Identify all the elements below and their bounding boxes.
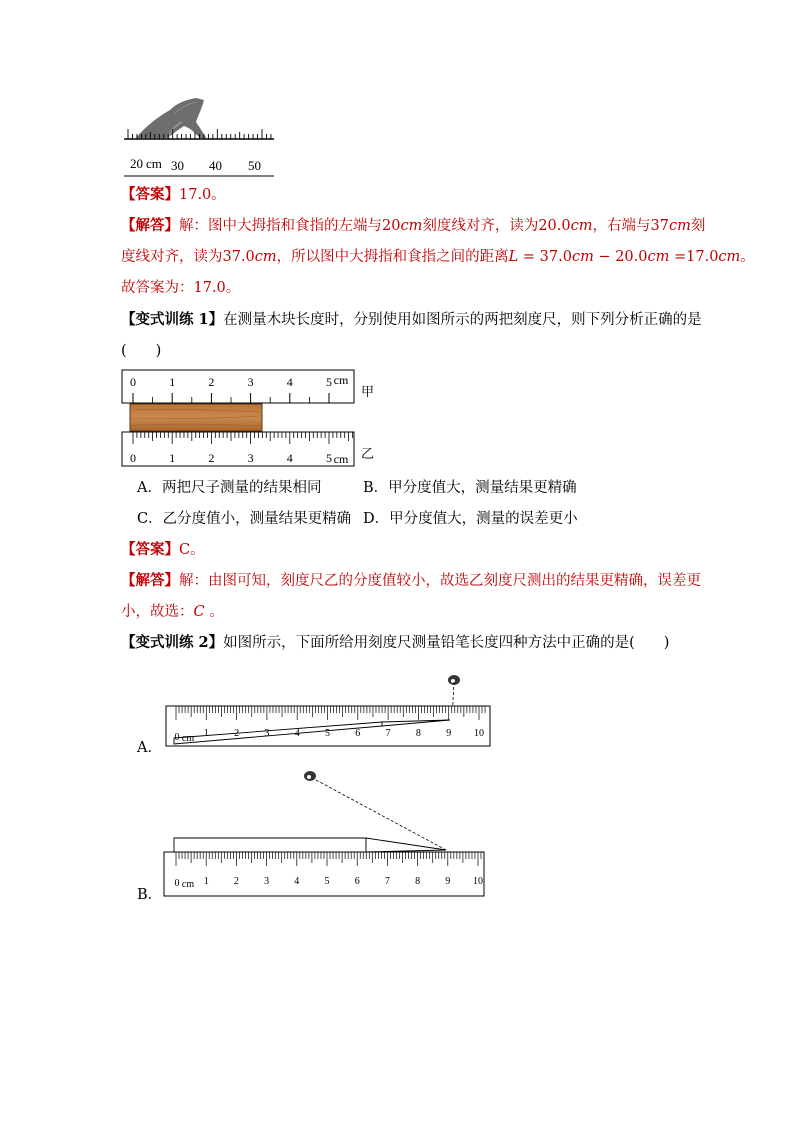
answer-tag: 【答案】 (121, 186, 179, 203)
ruler-number: 1 (203, 876, 209, 887)
ruler-number: 4 (294, 728, 300, 739)
explain-unit: cm (571, 249, 594, 265)
explain-text: 度线对齐，读为 (121, 249, 223, 265)
explanation-1-line-1 (121, 216, 705, 236)
answer-2 (121, 540, 205, 560)
hand-ruler-figure (118, 92, 278, 178)
ruler-number: 5 (325, 728, 330, 739)
explain-unit: cm (570, 218, 593, 234)
explain-tag: 【解答】 (121, 572, 179, 589)
ruler-number: 4 (294, 876, 300, 887)
question-1-paren: ( ) (121, 343, 162, 359)
explanation-2-line-2 (121, 602, 224, 622)
explain-unit: cm (718, 249, 741, 265)
explain-text: ，右端与 (592, 218, 651, 234)
ruler-number: 9 (445, 876, 451, 887)
option-d[interactable]: D．甲分度值大，测量的误差更小 (363, 511, 578, 527)
answer-1 (121, 185, 226, 205)
ruler-number: 1 (203, 728, 209, 739)
ruler-number: 8 (415, 876, 421, 887)
explain-text: 刻度线对齐，读为 (422, 218, 539, 234)
explain-unit: cm (400, 218, 423, 234)
ruler-number: 6 (355, 728, 361, 739)
ruler-label-30: 30 (171, 158, 184, 173)
ruler-number: 9 (446, 728, 452, 739)
option-a[interactable]: A．两把尺子测量的结果相同 (137, 480, 322, 496)
ruler-label-40: 40 (209, 158, 222, 173)
ruler-top-label: 甲 (361, 384, 375, 399)
ruler-number: 7 (384, 876, 390, 887)
explanation-1-line-3: 故答案为：17.0。 (121, 280, 241, 296)
ruler-unit: cm (333, 373, 349, 387)
explain-unit: cm (668, 218, 691, 234)
eye-icon (304, 771, 316, 781)
explain-text: 解：由图可知，刻度尺乙的分度值较小，故选乙刻度尺测出的结果更精确，误差更 (179, 573, 701, 589)
ruler-number: 5 (324, 876, 330, 887)
ruler-number: 8 (415, 728, 421, 739)
explain-num: 37 (650, 218, 669, 234)
explain-num: = 37.0 (518, 249, 572, 265)
answer-value: 17.0。 (179, 187, 226, 203)
explain-var: C (193, 604, 205, 620)
ruler-unit: cm (181, 879, 195, 890)
explain-unit: cm (254, 249, 277, 265)
explain-var: L (508, 249, 519, 265)
explanation-1-line-2 (121, 247, 755, 267)
ruler-number: 5 (326, 451, 332, 465)
explain-text: 。 (740, 249, 755, 265)
ruler-number: 0 (130, 451, 136, 465)
option-c[interactable]: C．乙分度值小，测量结果更精确 (137, 511, 352, 527)
ruler-number: 3 (247, 375, 254, 389)
question-tag: 【变式训练 1】 (121, 311, 224, 328)
question-text: 如图所示，下面所给用刻度尺测量铅笔长度四种方法中正确的是( ) (223, 635, 670, 651)
pencil-figure-a (160, 666, 496, 754)
explain-num: 20.0 (538, 218, 571, 234)
ruler-number: 3 (264, 876, 270, 887)
ruler-number: 6 (354, 876, 360, 887)
wood-block (130, 404, 262, 431)
explain-num: − 20.0 (593, 249, 648, 265)
answer-tag: 【答案】 (121, 541, 179, 558)
explain-tag: 【解答】 (121, 217, 179, 234)
explanation-2-line-1 (121, 571, 701, 591)
ruler-number: 10 (474, 728, 484, 739)
ruler-unit: cm (333, 452, 349, 466)
explain-text: 。 (204, 604, 224, 620)
ruler-number: 2 (233, 876, 239, 887)
pencil (174, 838, 366, 852)
ruler-label-20: 20 (130, 156, 143, 171)
ruler-label-50: 50 (248, 158, 261, 173)
explain-num: 20 (382, 218, 401, 234)
ruler-number: 7 (385, 728, 391, 739)
pencil-figure-b (160, 766, 496, 902)
ruler-number: 3 (247, 451, 254, 465)
ruler-unit: cm (181, 733, 195, 744)
explain-text: 解：图中大拇指和食指的左端与 (179, 218, 382, 234)
question-text: 在测量木块长度时，分别使用如图所示的两把刻度尺，则下列分析正确的是 (223, 312, 702, 328)
explain-num: =17.0 (669, 249, 719, 265)
ruler-number: 0 (174, 878, 180, 889)
ruler-bottom-label: 乙 (361, 446, 375, 461)
question-1 (121, 310, 702, 330)
ruler-number: 2 (234, 728, 240, 739)
figure-b-label[interactable]: B． (137, 887, 163, 903)
ruler-number: 2 (208, 375, 215, 389)
ruler-number: 0 (130, 375, 136, 389)
explain-text: 刻 (690, 218, 706, 234)
ruler-label-cm: cm (146, 156, 162, 171)
two-rulers-figure (118, 366, 380, 470)
explain-num: 37.0 (222, 249, 255, 265)
figure-a-label[interactable]: A． (137, 740, 162, 756)
ruler-number: 2 (208, 451, 215, 465)
ruler-number: 10 (473, 876, 483, 887)
ruler-number: 3 (264, 728, 270, 739)
ruler-number: 4 (286, 451, 293, 465)
option-b[interactable]: B．甲分度值大，测量结果更精确 (363, 480, 577, 496)
ruler-number: 4 (286, 375, 293, 389)
explain-text: ，所以图中大拇指和食指之间的距离 (276, 249, 509, 265)
ruler-number: 5 (326, 375, 332, 389)
explain-text: 小，故选： (121, 604, 194, 620)
ruler-number: 1 (169, 451, 176, 465)
ruler-number: 1 (169, 375, 176, 389)
question-2 (121, 633, 669, 653)
ruler-number: 0 (174, 732, 180, 743)
answer-value: C。 (179, 542, 205, 558)
question-tag: 【变式训练 2】 (121, 634, 224, 651)
explain-unit: cm (647, 249, 670, 265)
